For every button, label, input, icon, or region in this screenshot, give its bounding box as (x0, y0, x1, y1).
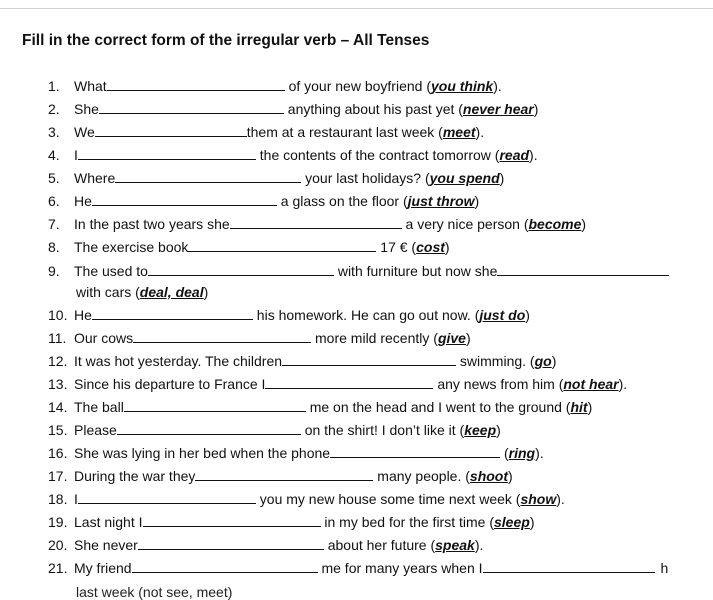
answer-blank[interactable] (99, 101, 284, 114)
verb-hint: show (520, 491, 557, 507)
exercise-item-15: 15. Please on the shirt! I don’t like it (keep) (48, 422, 501, 438)
exercise-item-7: 7. In the past two years she a very nice person (become) (48, 216, 587, 232)
exercise-item-20: 20. She never about her future (speak). (48, 537, 484, 553)
answer-blank[interactable] (138, 537, 324, 550)
verb-hint: hit (570, 399, 588, 415)
exercise-item-11: 11. Our cows more mild recently (give) (48, 330, 471, 346)
verb-hint: give (437, 330, 466, 346)
answer-blank[interactable] (195, 468, 373, 481)
answer-blank[interactable] (92, 193, 277, 206)
answer-blank[interactable] (117, 422, 301, 435)
verb-hint: keep (464, 422, 497, 438)
answer-blank[interactable] (92, 307, 253, 320)
verb-hint: you spend (429, 170, 500, 186)
exercise-item-9-continued: with cars (deal, deal) (76, 284, 209, 300)
answer-blank[interactable] (132, 560, 318, 573)
worksheet-title: Fill in the correct form of the irregular verb – All Tenses (22, 32, 430, 49)
verb-hint: never hear (462, 101, 534, 117)
answer-blank[interactable] (282, 353, 456, 366)
verb-hint: ring (508, 445, 536, 461)
verb-hint: cost (416, 239, 445, 255)
answer-blank[interactable] (78, 491, 256, 504)
exercise-item-18: 18. I you my new house some time next week (show). (48, 491, 565, 507)
verb-hint: shoot (469, 468, 509, 484)
exercise-item-6: 6. He a glass on the floor (just throw) (48, 193, 480, 209)
verb-hint: meet (442, 124, 476, 140)
verb-hint: deal, deal (139, 284, 204, 300)
verb-hint: sleep (494, 514, 530, 530)
exercise-item-3: 3. We them at a restaurant last week (meet). (48, 124, 485, 140)
answer-blank[interactable] (230, 216, 402, 229)
exercise-item-2: 2. She anything about his past yet (never hear) (48, 101, 539, 117)
answer-blank[interactable] (115, 170, 301, 183)
answer-blank[interactable] (143, 514, 321, 527)
exercise-item-12: 12. It was hot yesterday. The children swimming. (go) (48, 353, 557, 369)
answer-blank[interactable] (107, 78, 285, 91)
verb-hint: become (528, 216, 582, 232)
exercise-item-9: 9. The used to with furniture but now she (48, 262, 669, 280)
answer-blank[interactable] (124, 399, 306, 412)
answer-blank[interactable] (188, 239, 376, 252)
exercise-item-14: 14. The ball me on the head and I went to the ground (hit) (48, 399, 593, 415)
top-divider (0, 8, 713, 9)
exercise-item-13: 13. Since his departure to France I any news from him (not hear). (48, 376, 628, 392)
exercise-item-10: 10. He his homework. He can go out now. (just do) (48, 307, 530, 323)
answer-blank[interactable] (95, 124, 247, 137)
answer-blank[interactable] (497, 263, 669, 276)
exercise-item-21: 21. My friend me for many years when I h (48, 560, 669, 576)
exercise-item-4: 4. I the contents of the contract tomorrow (read). (48, 147, 538, 163)
answer-blank[interactable] (148, 263, 334, 276)
exercise-item-17: 17. During the war they many people. (shoot) (48, 468, 513, 484)
answer-blank[interactable] (330, 445, 500, 458)
answer-blank[interactable] (265, 376, 433, 389)
exercise-item-8: 8. The exercise book 17 € (cost) (48, 239, 450, 255)
answer-blank[interactable] (483, 560, 655, 573)
exercise-item-1: 1. What of your new boyfriend (you think). (48, 78, 502, 94)
answer-blank[interactable] (78, 147, 256, 160)
verb-hint: go (534, 353, 552, 369)
verb-hint: just throw (407, 193, 475, 209)
verb-hint: read (499, 147, 530, 163)
verb-hint: speak (435, 537, 475, 553)
exercise-item-5: 5. Where your last holidays? (you spend) (48, 170, 505, 186)
exercise-item-19: 19. Last night I in my bed for the first time (sleep) (48, 514, 535, 530)
exercise-item-16: 16. She was lying in her bed when the phone (ring). (48, 445, 544, 461)
verb-hint: just do (479, 307, 526, 323)
verb-hint: you think (430, 78, 494, 94)
exercise-item-21-continued-cutoff: last week (not see, meet) (76, 584, 233, 600)
verb-hint: not hear (563, 376, 619, 392)
answer-blank[interactable] (133, 330, 311, 343)
